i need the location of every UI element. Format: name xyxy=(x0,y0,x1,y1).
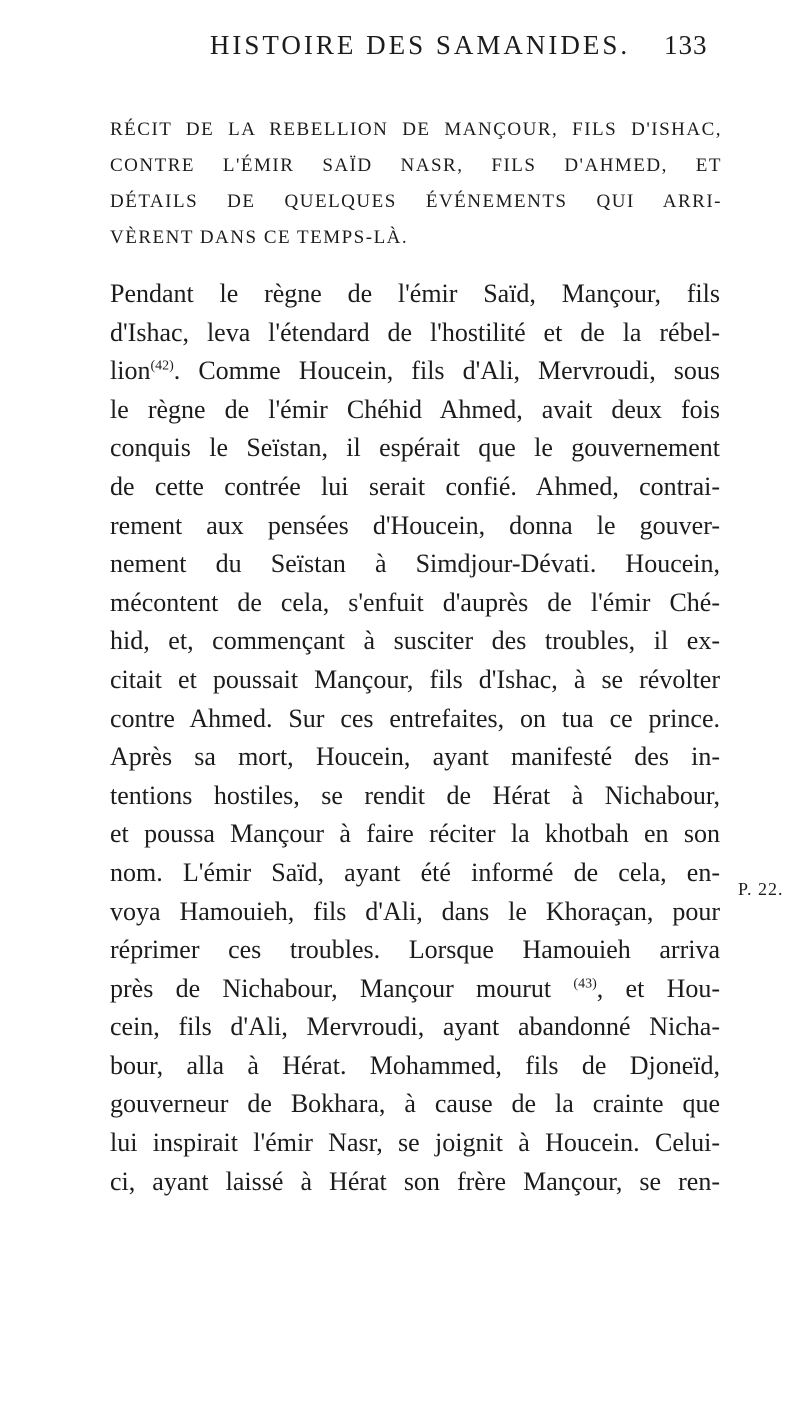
text-line: cein, fils d'Ali, Mervroudi, ayant abandonné Nicha- xyxy=(110,1012,720,1042)
heading-line: DÉTAILS DE QUELQUES ÉVÉNEMENTS QUI ARRI- xyxy=(110,191,722,212)
text-line: rement aux pensées d'Houcein, donna le gouver- xyxy=(110,510,720,540)
text-line: citait et poussait Mançour, fils d'Ishac, à se révolter xyxy=(110,664,720,694)
text-line: Après sa mort, Houcein, ayant manifesté des in- xyxy=(110,742,720,772)
page-number: 133 xyxy=(664,30,708,60)
chapter-heading xyxy=(110,112,722,256)
footnote-ref: (42) xyxy=(150,358,174,374)
text-segment: . Comme Houcein, fils d'Ali, Mervroudi, sous xyxy=(173,356,720,386)
running-head: HISTOIRE DES SAMANIDES. xyxy=(209,30,631,60)
heading-line: RÉCIT DE LA REBELLION DE MANÇOUR, FILS D'ISHAC, xyxy=(110,119,722,140)
text-line: gouverneur de Bokhara, à cause de la crainte que xyxy=(110,1089,720,1119)
text-line: conquis le Seïstan, il espérait que le gouvernement xyxy=(110,433,720,463)
heading-line: VÈRENT DANS CE TEMPS-LÀ. xyxy=(110,227,409,248)
text-segment: lion xyxy=(110,356,151,386)
text-line: d'Ishac, leva l'étendard de l'hostilité et de la rébel- xyxy=(110,317,720,347)
footnote-ref: (43) xyxy=(573,976,597,992)
text-line: voya Hamouieh, fils d'Ali, dans le Khoraçan, pour xyxy=(110,896,720,926)
text-line: réprimer ces troubles. Lorsque Hamouieh arriva xyxy=(110,935,720,965)
text-line: Pendant le règne de l'émir Saïd, Mançour, fils xyxy=(110,279,720,308)
text-line xyxy=(110,970,720,1009)
text-line: tentions hostiles, se rendit de Hérat à Nichabour, xyxy=(110,780,720,810)
text-line: le règne de l'émir Chéhid Ahmed, avait deux fois xyxy=(110,394,720,424)
text-line: et poussa Mançour à faire réciter la khotbah en son xyxy=(110,819,720,849)
margin-page-reference: P. 22. xyxy=(738,879,784,899)
text-line: bour, alla à Hérat. Mohammed, fils de Djoneïd, xyxy=(110,1050,720,1080)
text-line: hid, et, commençant à susciter des troubles, il ex- xyxy=(110,626,720,656)
body-text xyxy=(110,275,720,1201)
text-line: contre Ahmed. Sur ces entrefaites, on tua ce prince. xyxy=(110,703,720,733)
text-segment: près de Nichabour, Mançour mourut xyxy=(110,973,552,1003)
text-line: ci, ayant laissé à Hérat son frère Mançour, se ren- xyxy=(110,1166,720,1196)
text-segment: , et Hou- xyxy=(596,973,721,1003)
text-line: lui inspirait l'émir Nasr, se joignit à Houcein. Celui- xyxy=(110,1128,720,1158)
text-line xyxy=(110,352,720,391)
text-line: de cette contrée lui serait confié. Ahmed, contrai- xyxy=(110,471,720,501)
text-line: nement du Seïstan à Simdjour-Dévati. Houcein, xyxy=(110,549,720,579)
heading-line: CONTRE L'ÉMIR SAÏD NASR, FILS D'AHMED, ET xyxy=(110,155,722,176)
text-line: nom. L'émir Saïd, ayant été informé de cela, en- xyxy=(110,857,720,887)
text-line: mécontent de cela, s'enfuit d'auprès de l'émir Ché- xyxy=(110,587,720,617)
